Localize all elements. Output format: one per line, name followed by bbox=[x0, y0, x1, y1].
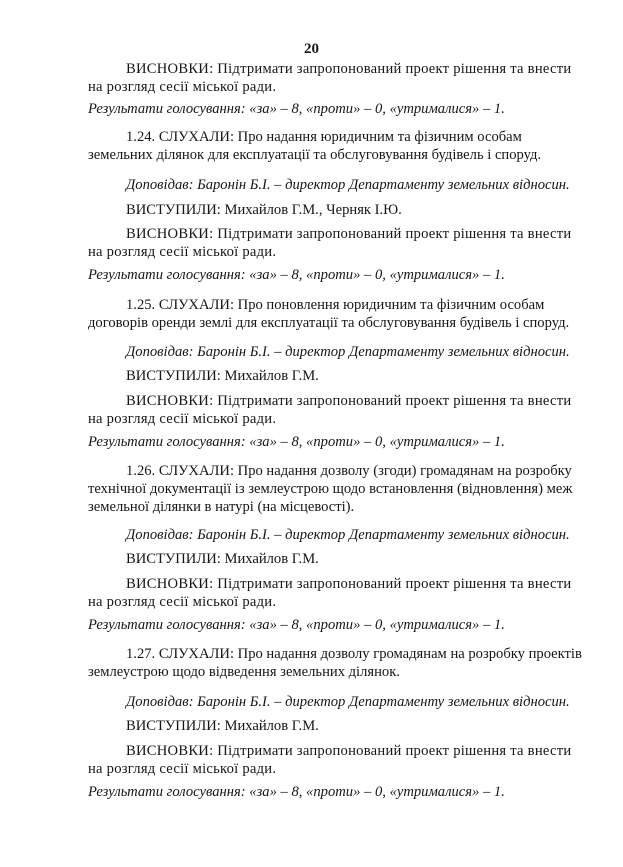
conclusion-paragraph: ВИСНОВКИ: Підтримати запропонований проект рішення та внести на розгляд сесії міської ради. bbox=[88, 226, 572, 260]
voting-results: Результати голосування: «за» – 8, «проти» – 0, «утрималися» – 1. bbox=[88, 434, 505, 450]
heard-item-1-25: 1.25. СЛУХАЛИ: Про поновлення юридичним та фізичним особам договорів оренди землі для експлуатації та обслуговування будівель і споруд. bbox=[88, 297, 570, 331]
voting-results: Результати голосування: «за» – 8, «проти» – 0, «утрималися» – 1. bbox=[88, 784, 505, 800]
reporter-line: Доповідав: Баронін Б.І. – директор Департаменту земельних відносин. bbox=[126, 177, 570, 193]
voting-results: Результати голосування: «за» – 8, «проти» – 0, «утрималися» – 1. bbox=[88, 267, 505, 283]
heard-item-1-27: 1.27. СЛУХАЛИ: Про надання дозволу громадянам на розробку проектів землеустрою щодо відведення земельних ділянок. bbox=[88, 646, 582, 680]
speakers-line: ВИСТУПИЛИ: Михайлов Г.М. bbox=[126, 551, 319, 567]
speakers-line: ВИСТУПИЛИ: Михайлов Г.М. bbox=[126, 368, 319, 384]
speakers-line: ВИСТУПИЛИ: Михайлов Г.М. bbox=[126, 718, 319, 734]
heard-item-1-24: 1.24. СЛУХАЛИ: Про надання юридичним та фізичним особам земельних ділянок для експлуатації та обслуговування будівель і споруд. bbox=[88, 129, 542, 163]
heard-item-1-26: 1.26. СЛУХАЛИ: Про надання дозволу (згоди) громадянам на розробку технічної документації із землеустрою щодо встановлення (відновлення) меж земельної ділянки в натурі (на місцевості). bbox=[88, 463, 573, 515]
reporter-line: Доповідав: Баронін Б.І. – директор Департаменту земельних відносин. bbox=[126, 344, 570, 360]
conclusion-paragraph: ВИСНОВКИ: Підтримати запропонований проект рішення та внести на розгляд сесії міської ради. bbox=[88, 393, 572, 427]
conclusion-paragraph: ВИСНОВКИ: Підтримати запропонований проект рішення та внести на розгляд сесії міської ради. bbox=[88, 576, 572, 610]
conclusion-paragraph: ВИСНОВКИ: Підтримати запропонований проект рішення та внести на розгляд сесії міської ради. bbox=[88, 743, 572, 777]
reporter-line: Доповідав: Баронін Б.І. – директор Департаменту земельних відносин. bbox=[126, 694, 570, 710]
voting-results: Результати голосування: «за» – 8, «проти» – 0, «утрималися» – 1. bbox=[88, 101, 505, 117]
conclusion-paragraph: ВИСНОВКИ: Підтримати запропонований проект рішення та внести на розгляд сесії міської ради. bbox=[88, 61, 572, 95]
voting-results: Результати голосування: «за» – 8, «проти» – 0, «утрималися» – 1. bbox=[88, 617, 505, 633]
speakers-line: ВИСТУПИЛИ: Михайлов Г.М., Черняк І.Ю. bbox=[126, 202, 402, 218]
reporter-line: Доповідав: Баронін Б.І. – директор Департаменту земельних відносин. bbox=[126, 527, 570, 543]
page-number: 20 bbox=[304, 41, 319, 57]
